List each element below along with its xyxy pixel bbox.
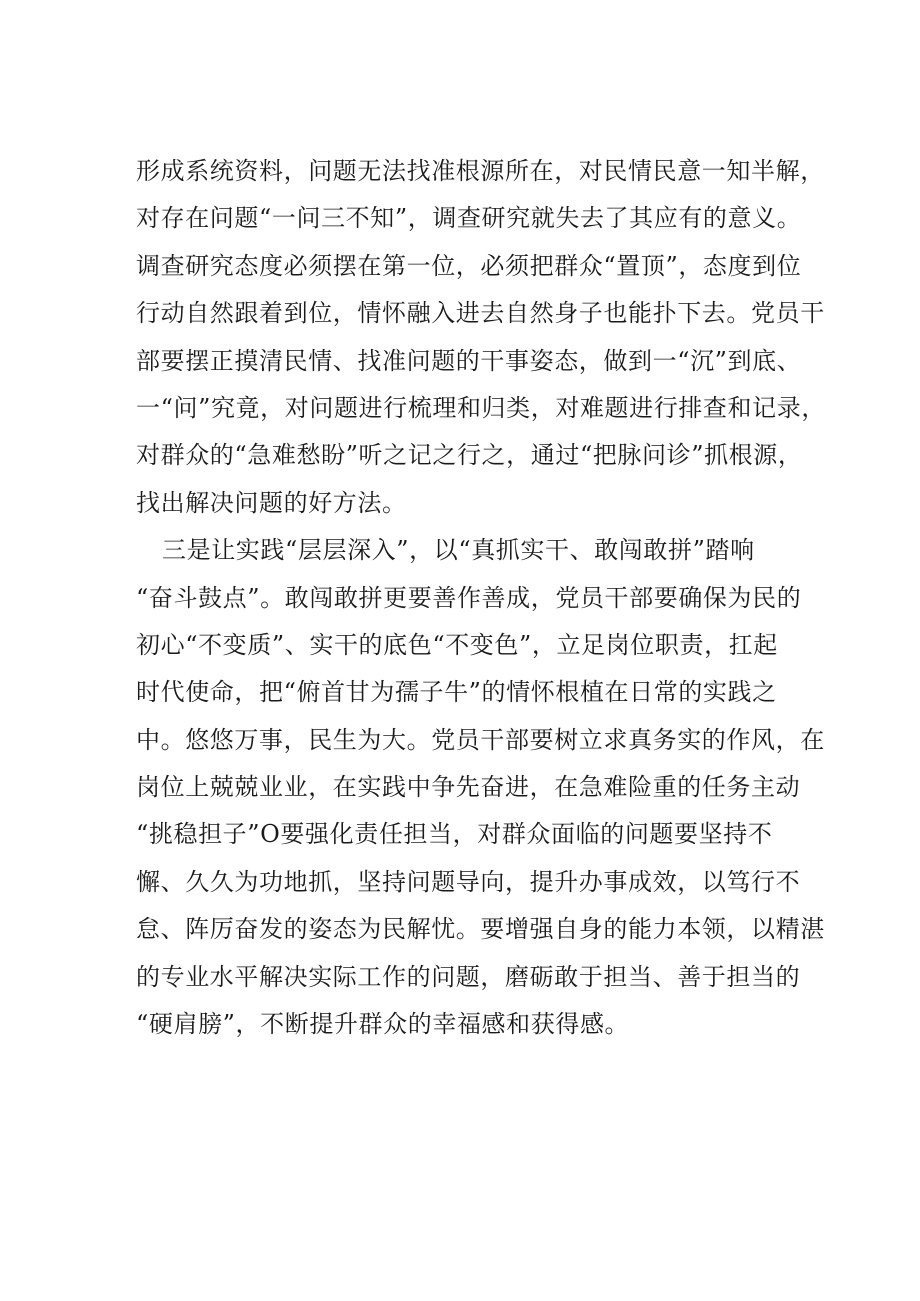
text-line: 对群众的“急难愁盼”听之记之行之，通过“把脉问诊”抓根源， bbox=[136, 441, 803, 470]
text-line: 调查研究态度必须摆在第一位，必须把群众“置顶”，态度到位 bbox=[136, 251, 802, 280]
text-line: 对存在问题“一问三不知”，调查研究就失去了其应有的意义。 bbox=[136, 204, 802, 233]
text-line: 怠、阵厉奋发的姿态为民解忧。要增强自身的能力本领，以精湛 bbox=[136, 915, 825, 944]
text-line: 一“问”究竟，对问题进行梳理和归类，对难题进行排查和记录， bbox=[136, 393, 826, 422]
text-line: 懈、久久为功地抓，坚持问题导向，提升办事成效，以笃行不 bbox=[136, 867, 801, 896]
text-line: “奋斗鼓点”。敢闯敢拼更要善作善成，党员干部要确保为民的 bbox=[136, 583, 802, 612]
text-line: 行动自然跟着到位，情怀融入进去自然身子也能扑下去。党员干 bbox=[136, 299, 825, 328]
text-line: 时代使命，把“俯首甘为孺子牛”的情怀根植在日常的实践之 bbox=[136, 678, 777, 707]
text-line: 的专业水平解决实际工作的问题，磨砺敢于担当、善于担当的 bbox=[136, 962, 801, 991]
text-line: 部要摆正摸清民情、找准问题的干事姿态，做到一“沉”到底、 bbox=[136, 346, 802, 375]
paragraph-start-line: 三是让实践“层层深入”，以“真抓实干、敢闯敢拼”踏响 bbox=[162, 536, 755, 565]
text-line: 岗位上兢兢业业，在实践中争先奋进，在急难险重的任务主动 bbox=[136, 773, 801, 802]
text-line: 形成系统资料，问题无法找准根源所在，对民情民意一知半解， bbox=[136, 157, 825, 185]
text-line: 初心“不变质”、实干的底色“不变色”，立足岗位职责，扛起 bbox=[136, 630, 778, 659]
text-line: 找出解决问题的好方法。 bbox=[136, 488, 407, 517]
text-line: “硬肩膀”，不断提升群众的幸福感和获得感。 bbox=[136, 1010, 630, 1039]
body-text bbox=[136, 148, 826, 1048]
text-line: 中。悠悠万事，民生为大。党员干部要树立求真务实的作风，在 bbox=[136, 725, 825, 754]
text-line: “挑稳担子”O要强化责任担当，对群众面临的问题要坚持不 bbox=[136, 820, 773, 849]
